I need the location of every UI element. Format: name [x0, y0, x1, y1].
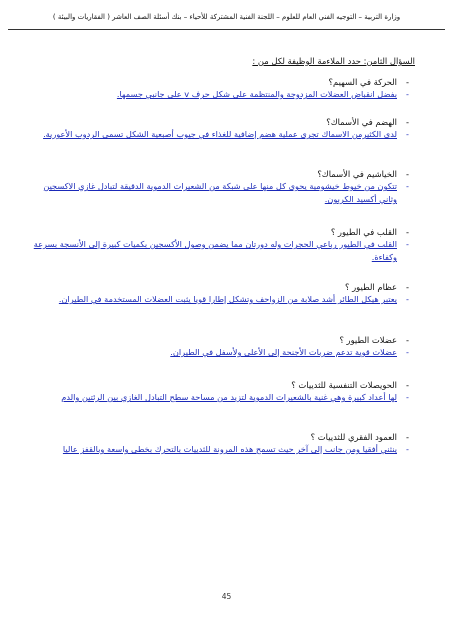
question-title: السؤال الثامن: حدد الملاءمة الوظيفة لكل من :: [252, 56, 415, 66]
answer-text: - القلب في الطيور رباعي الحجرات وله دورتان مما يضمن وصول الأكسجين بكميات كبيرة إلى الأنسجة بسرعة وكفاءة.: [32, 238, 409, 264]
answer-text: - يعتبر هيكل الطائر أشد صلابة من الزواحف وتشكل إطارا قويا يثبت العضلات المستخدمة في الطيران.: [32, 293, 409, 306]
question-text: - الخياشيم في الأسماك؟: [32, 168, 409, 180]
question-text: - الهضم في الأسماك؟: [32, 116, 409, 128]
qa-item-8: [32, 431, 409, 456]
qa-item-4: [32, 226, 409, 264]
header-divider: [8, 29, 445, 30]
qa-item-5: [32, 281, 409, 306]
answer-text: - تتكون من خيوط خيشومية يحوى كل منها على شبكة من الشعيرات الدموية الدقيقة لتبادل غازي الاكسجين وثاني أكسيد الكربون.: [32, 180, 409, 206]
question-text: - الحويصلات التنفسية للثدييات ؟: [32, 379, 409, 391]
qa-item-3: [32, 168, 409, 206]
answer-text: - عضلات قوية تدعم ضربات الأجنحة إلى الأعلى ولأسفل في الطيران.: [32, 346, 409, 359]
qa-item-2: [32, 116, 409, 141]
qa-item-6: [32, 334, 409, 359]
question-text: - عظام الطيور ؟: [32, 281, 409, 293]
question-text: - العمود الفقري للثدييات ؟: [32, 431, 409, 443]
qa-item-7: [32, 379, 409, 404]
question-text: - القلب في الطيور ؟: [32, 226, 409, 238]
answer-text: - لدى الكثيرمن الاسماك تجرى عملية هضم إضافية للغذاء في جيوب أصبعية الشكل تسمى الردوب الأعورية.: [32, 128, 409, 141]
page-number: 45: [221, 592, 232, 601]
qa-item-1: [32, 76, 409, 101]
answer-text: - بفضل انقباض العضلات المزدوجة والمنتظمة على شكل حرف v على جانبي جسمها.: [32, 88, 409, 101]
answer-text: - ينثني أفقيا ومن جانب إلى آخر حيث تسمح هذه المرونة للثدييات بالتحرك بخطى واسعة وبالقفز عاليا: [32, 443, 409, 456]
question-text: - عضلات الطيور ؟: [32, 334, 409, 346]
page-header: وزارة التربية – التوجيه الفني العام للعلوم – اللجنة الفنية المشتركة للأحياء – بنك أسئلة الصف العاشر ( الفقاريات والبيئة ): [52, 13, 401, 21]
answer-text: - لها أعداد كبيرة وهي غنية بالشعيرات الدموية لتزيد من مساحة سطح التبادل الغازي بين الرئتين والدم: [32, 391, 409, 404]
question-text: - الحركة في السهيم؟: [32, 76, 409, 88]
